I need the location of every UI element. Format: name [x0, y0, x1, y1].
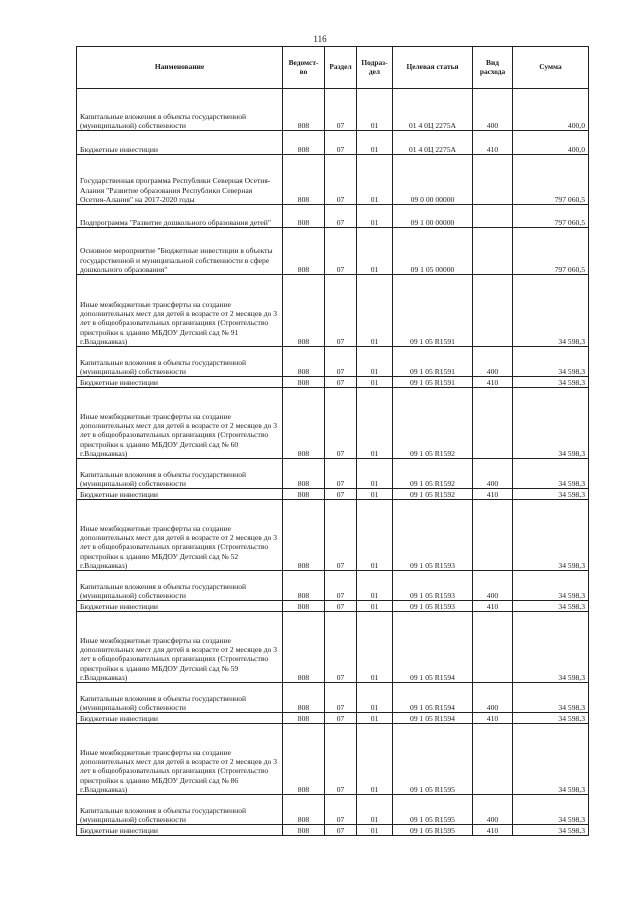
cell-dept: 808 [283, 275, 325, 347]
cell-expense-type [473, 205, 513, 228]
header-amount: Сумма [513, 47, 589, 89]
table-row [77, 489, 589, 500]
cell-amount: 34 598,3 [513, 713, 589, 724]
cell-name: Иные межбюджетные трансферты на создание дополнительных мест для детей в возрасте от 2 месяцев до 3 лет в общеобразовательных организациях (Строительство пристройки к зданию МБДОУ Детский сад № 86 г.Владикавказ) [77, 724, 283, 795]
cell-expense-type [473, 275, 513, 347]
header-subsection: Подраз-дел [357, 47, 393, 89]
cell-name: Иные межбюджетные трансферты на создание дополнительных мест для детей в возрасте от 2 месяцев до 3 лет в общеобразовательных организациях (Строительство пристройки к зданию МБДОУ Детский сад № 60 г.Владикавказ) [77, 388, 283, 459]
cell-section: 07 [325, 89, 357, 131]
cell-name: Иные межбюджетные трансферты на создание дополнительных мест для детей в возрасте от 2 месяцев до 3 лет в общеобразовательных организациях (Строительство пристройки к зданию МБДОУ Детский сад № 59 г.Владикавказ) [77, 612, 283, 683]
cell-target: 09 1 05 R1593 [393, 500, 473, 571]
cell-dept: 808 [283, 713, 325, 724]
cell-expense-type [473, 500, 513, 571]
cell-dept: 808 [283, 724, 325, 795]
cell-dept: 808 [283, 489, 325, 500]
cell-name: Подпрограмма "Развитие дошкольного образования детей" [77, 205, 283, 228]
cell-section: 07 [325, 489, 357, 500]
cell-dept: 808 [283, 825, 325, 836]
cell-section: 07 [325, 155, 357, 205]
cell-amount: 797 060,5 [513, 228, 589, 275]
cell-name: Бюджетные инвестиции [77, 489, 283, 500]
cell-name: Бюджетные инвестиции [77, 377, 283, 388]
cell-amount: 34 598,3 [513, 459, 589, 489]
table-row [77, 571, 589, 601]
cell-target: 09 1 05 R1595 [393, 795, 473, 825]
cell-subsection: 01 [357, 489, 393, 500]
table-row [77, 825, 589, 836]
cell-target: 09 1 05 R1593 [393, 571, 473, 601]
cell-subsection: 01 [357, 89, 393, 131]
table-row [77, 724, 589, 795]
header-section: Раздел [325, 47, 357, 89]
cell-section: 07 [325, 571, 357, 601]
cell-amount: 34 598,3 [513, 601, 589, 612]
table-row [77, 601, 589, 612]
cell-expense-type: 410 [473, 825, 513, 836]
cell-target: 09 1 05 R1591 [393, 347, 473, 377]
cell-subsection: 01 [357, 825, 393, 836]
cell-target: 09 1 05 00000 [393, 228, 473, 275]
cell-section: 07 [325, 388, 357, 459]
cell-amount: 34 598,3 [513, 275, 589, 347]
cell-dept: 808 [283, 500, 325, 571]
cell-amount: 400,0 [513, 131, 589, 155]
table-row [77, 713, 589, 724]
cell-target: 09 1 00 00000 [393, 205, 473, 228]
cell-amount: 34 598,3 [513, 500, 589, 571]
cell-amount: 797 060,5 [513, 155, 589, 205]
cell-target: 09 1 05 R1593 [393, 601, 473, 612]
cell-section: 07 [325, 601, 357, 612]
cell-target: 09 1 05 R1594 [393, 683, 473, 713]
cell-subsection: 01 [357, 388, 393, 459]
cell-section: 07 [325, 612, 357, 683]
cell-target: 09 1 05 R1592 [393, 489, 473, 500]
cell-section: 07 [325, 377, 357, 388]
cell-target: 09 1 05 R1595 [393, 825, 473, 836]
table-row [77, 500, 589, 571]
cell-subsection: 01 [357, 601, 393, 612]
table-row [77, 347, 589, 377]
cell-name: Бюджетные инвестиции [77, 601, 283, 612]
header-expense-type: Вид расхода [473, 47, 513, 89]
table-row [77, 377, 589, 388]
cell-section: 07 [325, 131, 357, 155]
cell-dept: 808 [283, 683, 325, 713]
cell-dept: 808 [283, 89, 325, 131]
cell-expense-type: 400 [473, 571, 513, 601]
cell-section: 07 [325, 825, 357, 836]
table-row [77, 459, 589, 489]
cell-expense-type: 400 [473, 683, 513, 713]
cell-section: 07 [325, 500, 357, 571]
cell-target: 09 1 05 R1594 [393, 612, 473, 683]
cell-expense-type: 410 [473, 131, 513, 155]
cell-target: 09 1 05 R1595 [393, 724, 473, 795]
cell-amount: 34 598,3 [513, 825, 589, 836]
cell-section: 07 [325, 275, 357, 347]
cell-dept: 808 [283, 131, 325, 155]
table-row [77, 228, 589, 275]
cell-dept: 808 [283, 459, 325, 489]
cell-section: 07 [325, 205, 357, 228]
cell-expense-type: 400 [473, 89, 513, 131]
cell-subsection: 01 [357, 228, 393, 275]
cell-subsection: 01 [357, 724, 393, 795]
cell-dept: 808 [283, 347, 325, 377]
cell-subsection: 01 [357, 155, 393, 205]
cell-section: 07 [325, 459, 357, 489]
cell-amount: 34 598,3 [513, 612, 589, 683]
cell-target: 09 1 05 R1592 [393, 388, 473, 459]
cell-dept: 808 [283, 571, 325, 601]
cell-expense-type [473, 155, 513, 205]
cell-section: 07 [325, 228, 357, 275]
budget-table [76, 46, 589, 836]
cell-name: Капитальные вложения в объекты государственной (муниципальной) собственности [77, 89, 283, 131]
cell-name: Бюджетные инвестиции [77, 131, 283, 155]
cell-amount: 34 598,3 [513, 388, 589, 459]
cell-dept: 808 [283, 612, 325, 683]
cell-target: 09 1 05 R1594 [393, 713, 473, 724]
cell-dept: 808 [283, 388, 325, 459]
cell-expense-type [473, 724, 513, 795]
table-row [77, 388, 589, 459]
cell-section: 07 [325, 795, 357, 825]
cell-name: Капитальные вложения в объекты государственной (муниципальной) собственности [77, 347, 283, 377]
cell-name: Иные межбюджетные трансферты на создание дополнительных мест для детей в возрасте от 2 месяцев до 3 лет в общеобразовательных организациях (Строительство пристройки к зданию МБДОУ Детский сад № 52 г.Владикавказ) [77, 500, 283, 571]
cell-subsection: 01 [357, 131, 393, 155]
cell-subsection: 01 [357, 571, 393, 601]
cell-subsection: 01 [357, 683, 393, 713]
cell-dept: 808 [283, 155, 325, 205]
table-row [77, 155, 589, 205]
cell-subsection: 01 [357, 347, 393, 377]
cell-name: Бюджетные инвестиции [77, 713, 283, 724]
cell-expense-type: 400 [473, 795, 513, 825]
cell-expense-type: 410 [473, 489, 513, 500]
cell-dept: 808 [283, 228, 325, 275]
cell-dept: 808 [283, 795, 325, 825]
page-number: 116 [313, 34, 327, 44]
header-dept: Ведомст-во [283, 47, 325, 89]
cell-dept: 808 [283, 205, 325, 228]
cell-expense-type: 410 [473, 601, 513, 612]
table-row [77, 89, 589, 131]
cell-target: 01 4 0Ц 2275А [393, 89, 473, 131]
cell-name: Бюджетные инвестиции [77, 825, 283, 836]
cell-subsection: 01 [357, 377, 393, 388]
cell-name: Капитальные вложения в объекты государственной (муниципальной) собственности [77, 459, 283, 489]
cell-name: Капитальные вложения в объекты государственной (муниципальной) собственности [77, 571, 283, 601]
cell-amount: 34 598,3 [513, 724, 589, 795]
cell-amount: 400,0 [513, 89, 589, 131]
cell-section: 07 [325, 724, 357, 795]
table-row [77, 795, 589, 825]
table-header-row [77, 47, 589, 89]
cell-dept: 808 [283, 601, 325, 612]
cell-section: 07 [325, 713, 357, 724]
cell-target: 09 0 00 00000 [393, 155, 473, 205]
cell-subsection: 01 [357, 795, 393, 825]
cell-amount: 797 060,5 [513, 205, 589, 228]
table-row [77, 131, 589, 155]
cell-expense-type [473, 612, 513, 683]
cell-subsection: 01 [357, 500, 393, 571]
cell-amount: 34 598,3 [513, 571, 589, 601]
cell-expense-type [473, 228, 513, 275]
header-name: Наименование [77, 47, 283, 89]
cell-amount: 34 598,3 [513, 489, 589, 500]
cell-amount: 34 598,3 [513, 795, 589, 825]
cell-expense-type [473, 388, 513, 459]
table-row [77, 612, 589, 683]
cell-subsection: 01 [357, 275, 393, 347]
cell-target: 09 1 05 R1592 [393, 459, 473, 489]
cell-subsection: 01 [357, 459, 393, 489]
cell-subsection: 01 [357, 205, 393, 228]
cell-amount: 34 598,3 [513, 377, 589, 388]
cell-expense-type: 400 [473, 459, 513, 489]
cell-amount: 34 598,3 [513, 347, 589, 377]
cell-name: Иные межбюджетные трансферты на создание дополнительных мест для детей в возрасте от 2 месяцев до 3 лет в общеобразовательных организациях (Строительство пристройки к зданию МБДОУ Детский сад № 91 г.Владикавказ) [77, 275, 283, 347]
cell-name: Основное мероприятие "Бюджетные инвестиции в объекты государственной и муниципальной собственности в сфере дошкольного образования" [77, 228, 283, 275]
table-row [77, 683, 589, 713]
cell-name: Капитальные вложения в объекты государственной (муниципальной) собственности [77, 683, 283, 713]
cell-target: 01 4 0Ц 2275А [393, 131, 473, 155]
cell-expense-type: 400 [473, 347, 513, 377]
cell-target: 09 1 05 R1591 [393, 275, 473, 347]
cell-subsection: 01 [357, 612, 393, 683]
cell-name: Государственная программа Республики Северная Осетия-Алания "Развитие образования Республики Северная Осетия-Алания" на 2017-2020 годы [77, 155, 283, 205]
cell-section: 07 [325, 683, 357, 713]
table-row [77, 275, 589, 347]
cell-target: 09 1 05 R1591 [393, 377, 473, 388]
table-row [77, 205, 589, 228]
cell-subsection: 01 [357, 713, 393, 724]
cell-amount: 34 598,3 [513, 683, 589, 713]
cell-expense-type: 410 [473, 377, 513, 388]
cell-expense-type: 410 [473, 713, 513, 724]
cell-dept: 808 [283, 377, 325, 388]
header-target: Целевая статья [393, 47, 473, 89]
cell-name: Капитальные вложения в объекты государственной (муниципальной) собственности [77, 795, 283, 825]
cell-section: 07 [325, 347, 357, 377]
